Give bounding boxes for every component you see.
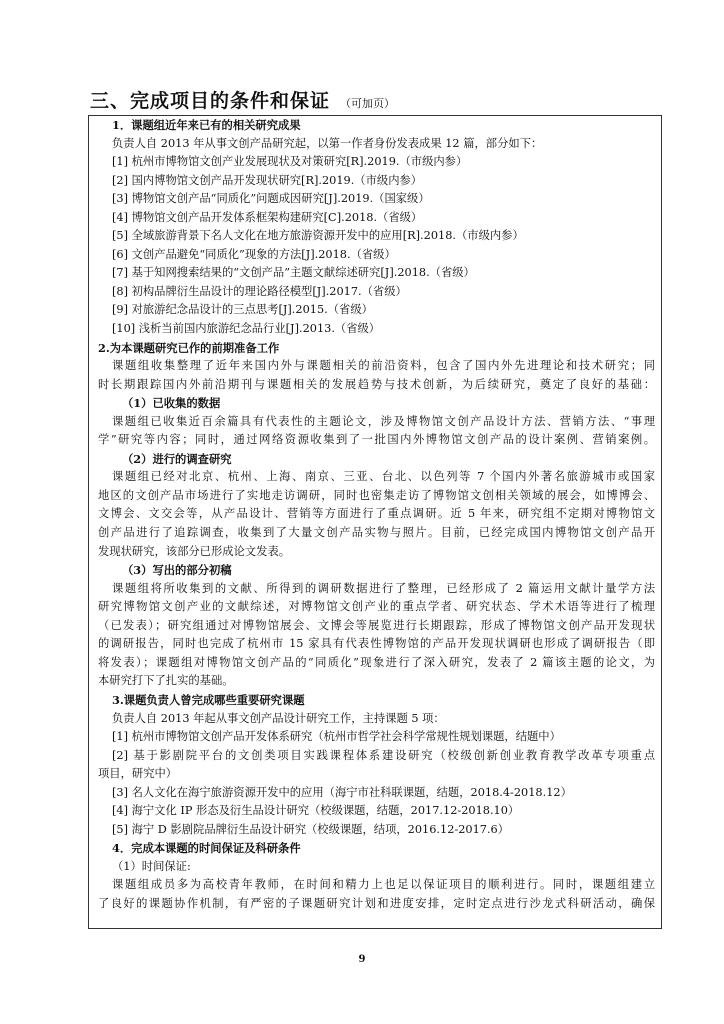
section-1-title: 1．课题组近年来已有的相关研究成果	[112, 118, 301, 132]
s2-sub1-title: （1）已收集的数据	[122, 396, 221, 411]
s4-line: 了良好的课题协作机制，有严密的子课题研究计划和进度安排，定时定点进行沙龙式科研活动，确保	[98, 896, 655, 910]
s2-sub2-line: 创产品进行了追踪调查，收集到了大量文创产品实物与照片。目前，已经完成国内博物馆文创产品开	[98, 526, 655, 540]
s1-ref-2: [2] 国内博物馆文创产品开发现状研究[R].2019.（市级内参）	[112, 173, 423, 187]
s3-ref-2: [2] 基于影剧院平台的文创类项目实践课程体系建设研究（校级创新创业教育教学改革专项重点	[112, 748, 655, 762]
s2-sub2-title: （2）进行的调查研究	[122, 451, 232, 466]
s2-sub3-line: 将发表）；课题组对博物馆文创产品的“同质化”现象进行了深入研究，发表了 2 篇该主题的论文，为	[98, 655, 655, 669]
s2-sub2-line: 文博会、文交会等，从产品设计、营销等方面进行了重点调研。近 5 年来，研究组不定期对博物馆文	[98, 507, 655, 521]
page-number: 9	[358, 954, 366, 965]
s1-ref-6: [6] 文创产品避免“同质化”现象的方法[J].2018.（省级）	[112, 247, 396, 261]
s1-ref-10: [10] 浅析当前国内旅游纪念品行业[J].2013.（省级）	[112, 322, 381, 336]
s2-sub3-line: 的调研报告，同时也完成了杭州市 15 家具有代表性博物馆的产品开发现状调研也形成了调研报告（即	[98, 637, 655, 651]
content-box	[88, 115, 662, 929]
s3-ref-4: [4] 海宁文化 IP 形态及衍生品设计研究（校级课题，结题，2017.12-2018.10）	[112, 804, 520, 818]
s1-ref-3: [3] 博物馆文创产品“同质化”问题成因研究[J].2019.（国家级）	[112, 192, 430, 206]
section-3-title: 3.课题负责人曾完成哪些重要研究课题	[112, 692, 305, 707]
s2-sub2-line: 地区的文创产品市场进行了实地走访调研，同时也密集走访了博物馆文创相关领域的展会，如博博会、	[98, 488, 655, 502]
s2-sub2-line: 课题组已经对北京、杭州、上海、南京、三亚、台北、以色列等 7 个国内外著名旅游城市或国家	[112, 470, 655, 484]
s2-sub2-line: 发现状研究，该部分已形成论文发表。	[98, 544, 291, 558]
s3-ref-3: [3] 名人文化在海宁旅游资源开发中的应用（海宁市社科联课题，结题，2018.4-2018.12）	[112, 785, 572, 799]
s2-sub1-line: 学”研究等内容；同时，通过网络资源收集到了一批国内外博物馆文创产品的设计案例、营销案例。	[98, 433, 655, 447]
s1-ref-8: [8] 初构品牌衍生品设计的理论路径模型[J].2017.（省级）	[112, 284, 407, 298]
s1-intro: 负责人自 2013 年从事文创产品研究起，以第一作者身份发表成果 12 篇，部分如下：	[112, 136, 543, 150]
s2-para-line: 课题组收集整理了近年来国内外与课题相关的前沿资料，包含了国内外先进理论和技术研究；同	[112, 359, 655, 373]
s1-ref-7: [7] 基于知网搜索结果的“文创产品”主题文献综述研究[J].2018.（省级）	[112, 266, 475, 280]
section-4-title: 4．完成本课题的时间保证及科研条件	[112, 841, 301, 856]
s1-ref-4: [4] 博物馆文创产品开发体系框架构建研究[C].2018.（省级）	[112, 210, 423, 224]
s2-sub3-line: （已发表）；研究组通过对博物馆展会、文博会等展览进行长期跟踪，形成了博物馆文创产品开发现状	[98, 618, 655, 632]
s1-ref-5: [5] 全域旅游背景下名人文化在地方旅游资源开发中的应用[R].2018.（市级内参）	[112, 229, 524, 243]
s3-ref-2-cont: 项目，研究中）	[98, 767, 178, 781]
s1-ref-1: [1] 杭州市博物馆文创产业发展现状及对策研究[R].2019.（市级内参）	[112, 155, 468, 169]
heading-title: 三、完成项目的条件和保证	[90, 90, 331, 112]
s2-sub3-line: 课题组将所收集到的文献、所得到的调研数据进行了整理，已经形成了 2 篇运用文献计量学方法	[112, 581, 655, 595]
s3-intro: 负责人自 2013 年起从事文创产品设计研究工作，主持课题 5 项：	[112, 711, 445, 725]
s2-sub3-title: （3）写出的部分初稿	[122, 563, 232, 578]
s4-sub1-title: （1）时间保证:	[112, 859, 191, 873]
s2-sub3-line: 本研究打下了扎实的基础。	[98, 674, 234, 688]
heading-note: （可加页）	[340, 97, 396, 110]
s1-ref-9: [9] 对旅游纪念品设计的三点思考[J].2015.（省级）	[112, 303, 373, 317]
s2-sub3-line: 研究博物馆文创产业的文献综述，对博物馆文创产业的重点学者、研究状态、学术术语等进行了梳理	[98, 600, 655, 614]
s2-para-line: 时长期跟踪国内外前沿期刊与课题相关的发展趋势与技术创新，为后续研究，奠定了良好的基础：	[98, 377, 655, 391]
section-2-title: 2.为本课题研究已作的前期准备工作	[98, 340, 280, 355]
page-heading	[90, 86, 395, 113]
s4-line: 课题组成员多为高校青年教师，在时间和精力上也足以保证项目的顺利进行。同时，课题组建立	[112, 878, 655, 892]
s2-sub1-line: 课题组已收集近百余篇具有代表性的主题论文，涉及博物馆文创产品设计方法、营销方法、“事理	[112, 414, 655, 428]
s3-ref-5: [5] 海宁 D 影剧院品牌衍生品设计研究（校级课题，结项，2016.12-2017.6）	[112, 822, 510, 836]
s3-ref-1: [1] 杭州市博物馆文创产品开发体系研究（杭州市哲学社会科学常规性规划课题，结题中）	[112, 730, 561, 744]
